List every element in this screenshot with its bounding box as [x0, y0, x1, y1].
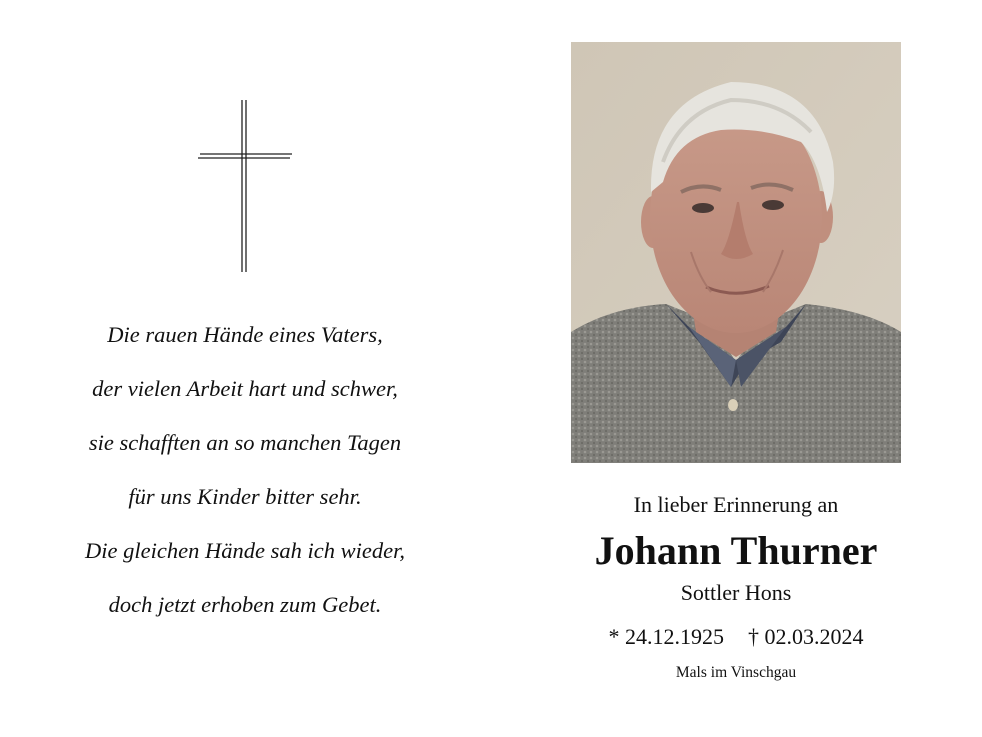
life-dates [560, 622, 912, 652]
deceased-name: Johann Thurner [594, 528, 878, 573]
memorial-info [560, 488, 912, 684]
cross-icon [196, 100, 296, 272]
place: Mals im Vinschgau [675, 664, 797, 681]
death-date: † 02.03.2024 [748, 624, 864, 649]
nickname: Sottler Hons [680, 580, 792, 605]
poem-line: doch jetzt erhoben zum Gebet. [108, 592, 382, 617]
poem-line: Die rauen Hände eines Vaters, [107, 322, 383, 347]
intro-text: In lieber Erinnerung an [633, 492, 839, 517]
poem-line: der vielen Arbeit hart und schwer, [92, 376, 398, 401]
poem-line: für uns Kinder bitter sehr. [128, 484, 362, 509]
birth-date: * 24.12.1925 [608, 624, 724, 649]
portrait-photo [571, 42, 901, 463]
poem [30, 312, 460, 636]
poem-line: Die gleichen Hände sah ich wieder, [85, 538, 405, 563]
poem-line: sie schafften an so manchen Tagen [88, 430, 402, 455]
